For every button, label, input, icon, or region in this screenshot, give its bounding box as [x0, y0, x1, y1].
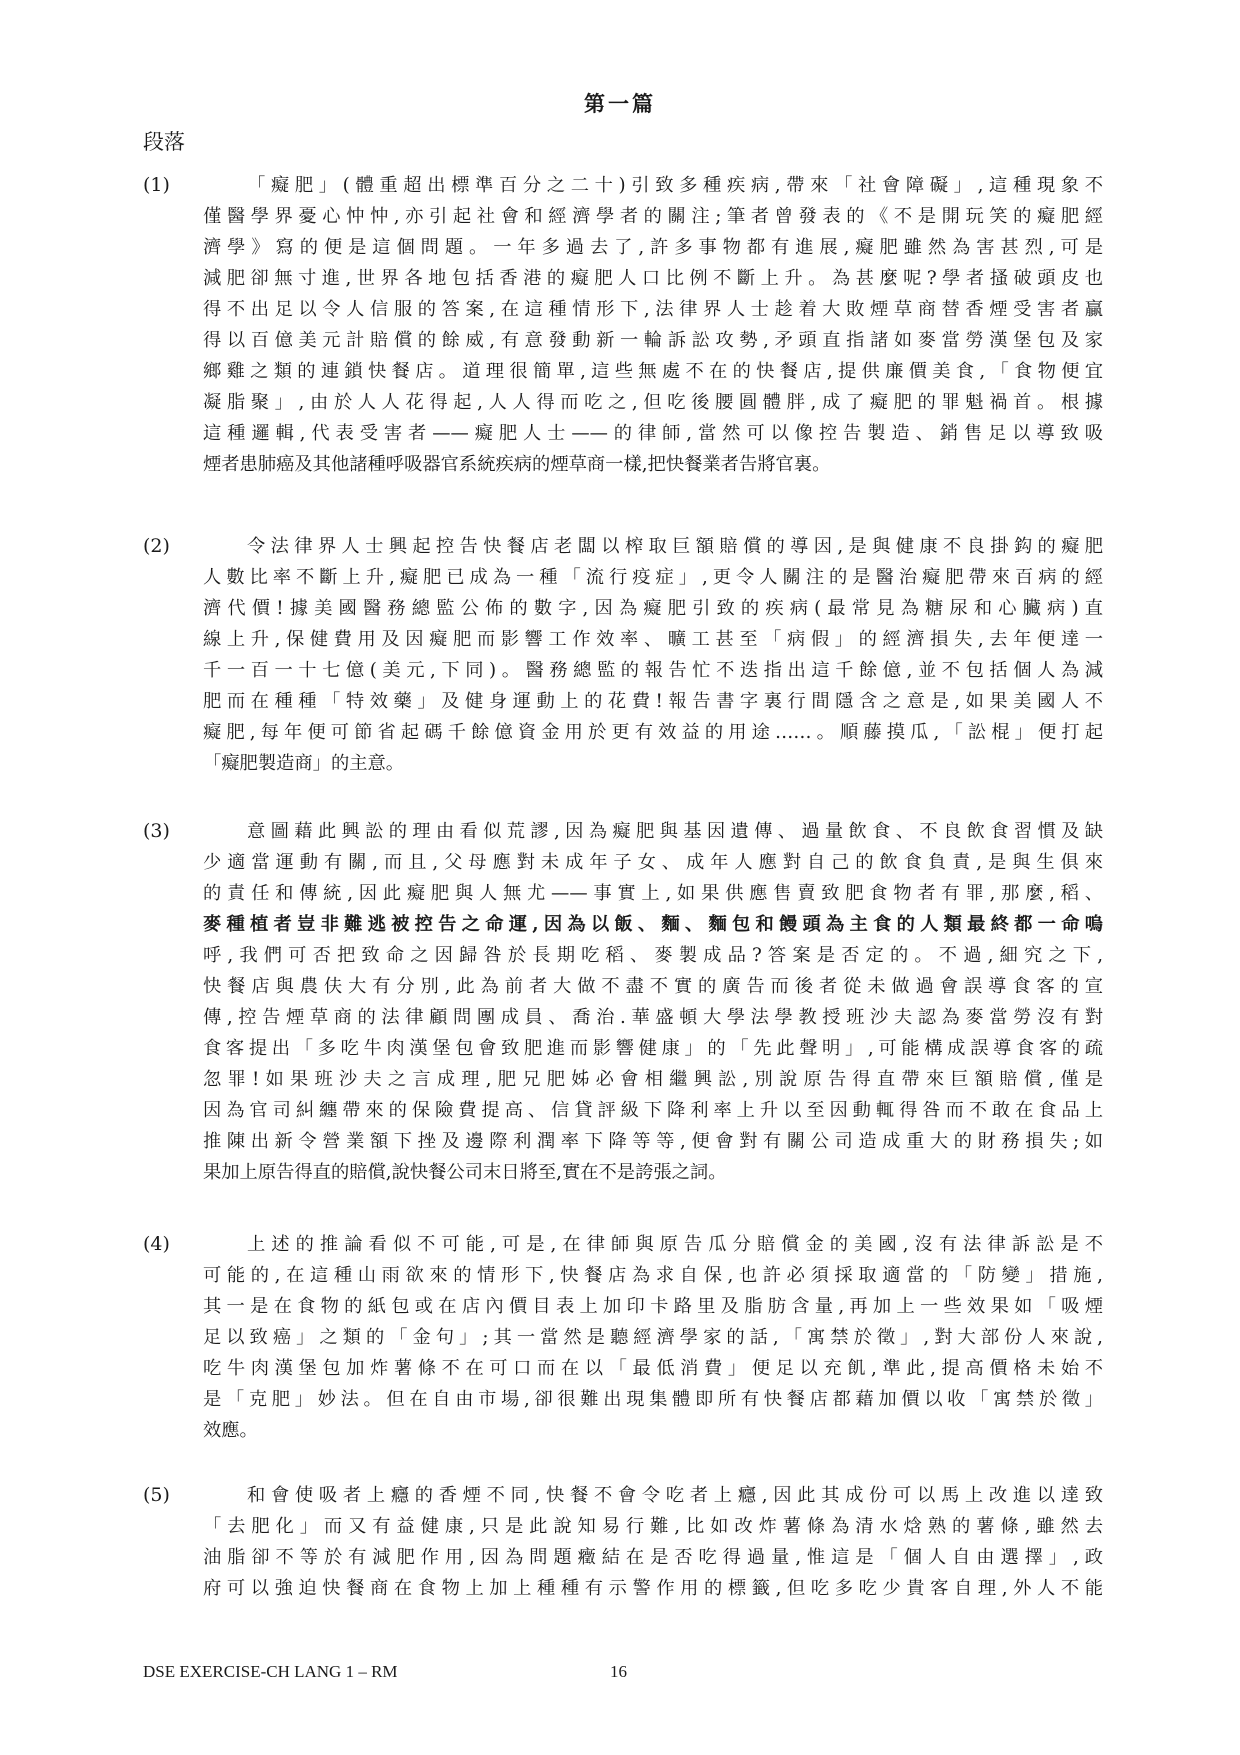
text-line: 上述的推論看似不可能,可是,在律師與原告瓜分賠償金的美國,沒有法律訴訟是不	[247, 1234, 1103, 1255]
text-line: 果加上原告得直的賠償,說快餐公司末日將至,實在不是誇張之詞。	[203, 1162, 727, 1183]
text-line: 千一百一十七億(美元,下同)。醫務總監的報告忙不迭指出這千餘億,並不包括個人為減	[203, 660, 1103, 681]
text-line: 食客提出「多吃牛肉漢堡包會致肥進而影響健康」的「先此聲明」,可能構成誤導食客的疏	[203, 1038, 1103, 1059]
text-line: 是「克肥」妙法。但在自由市場,卻很難出現集體即所有快餐店都藉加價以收「寓禁於徵」	[203, 1389, 1103, 1410]
text-line: 效應。	[203, 1420, 258, 1441]
text-line: 可能的,在這種山雨欲來的情形下,快餐店為求自保,也許必須採取適當的「防變」措施,	[203, 1265, 1103, 1286]
text-line: 油脂卻不等於有減肥作用,因為問題癥結在是否吃得過量,惟這是「個人自由選擇」,政	[203, 1547, 1103, 1568]
text-line: 推陳出新令營業額下挫及邊際利潤率下降等等,便會對有關公司造成重大的財務損失;如	[203, 1131, 1103, 1152]
text-line: 肥而在種種「特效藥」及健身運動上的花費!報告書字裏行間隱含之意是,如果美國人不	[203, 691, 1103, 712]
text-line: 癡肥,每年便可節省起碼千餘億資金用於更有效益的用途……。順藤摸瓜,「訟棍」便打起	[203, 722, 1103, 743]
text-line: 和會使吸者上癮的香煙不同,快餐不會令吃者上癮,因此其成份可以馬上改進以達致	[247, 1485, 1103, 1506]
paragraph-text	[203, 1229, 1103, 1446]
text-line: 吃牛肉漢堡包加炸薯條不在可口而在以「最低消費」便足以充飢,準此,提高價格未始不	[203, 1358, 1103, 1379]
text-line: 忽罪!如果班沙夫之言成理,肥兄肥姊必會相繼興訟,別說原告得直帶來巨額賠償,僅是	[203, 1069, 1103, 1090]
text-line: 凝脂聚」,由於人人花得起,人人得而吃之,但吃後腰圓體胖,成了癡肥的罪魁禍首。根據	[203, 392, 1103, 413]
paragraph-text	[203, 170, 1103, 480]
paragraph-number: (3)	[143, 820, 170, 842]
paragraph-number: (5)	[143, 1484, 170, 1506]
text-line: 足以致癌」之類的「金句」;其一當然是聽經濟學家的話,「寓禁於徵」,對大部份人來說,	[203, 1327, 1103, 1348]
text-line: 鄉雞之類的連鎖快餐店。道理很簡單,這些無處不在的快餐店,提供廉價美食,「食物便宜	[203, 361, 1103, 382]
text-line: 意圖藉此興訟的理由看似荒謬,因為癡肥與基因遺傳、過量飲食、不良飲食習慣及缺	[247, 821, 1103, 842]
text-line: 傳,控告煙草商的法律顧問團成員、喬治.華盛頓大學法學教授班沙夫認為麥當勞沒有對	[203, 1007, 1103, 1028]
text-line: 快餐店與農伕大有分別,此為前者大做不盡不實的廣告而後者從未做過會誤導食客的宣	[203, 976, 1103, 997]
paragraph-text	[203, 1480, 1103, 1604]
text-line: 線上升,保健費用及因癡肥而影響工作效率、曠工甚至「病假」的經濟損失,去年便達一	[203, 629, 1103, 650]
text-line: 濟代價!據美國醫務總監公佈的數字,因為癡肥引致的疾病(最常見為糖尿和心臟病)直	[203, 598, 1103, 619]
paragraph-text	[203, 816, 1103, 1188]
text-line: 的責任和傳統,因此癡肥與人無尤——事實上,如果供應售賣致肥食物者有罪,那麼,稻、	[203, 883, 1103, 904]
text-line: 濟學》寫的便是這個問題。一年多過去了,許多事物都有進展,癡肥雖然為害甚烈,可是	[203, 237, 1103, 258]
page-number: 16	[610, 1662, 627, 1681]
footer-exam-code: DSE EXERCISE-CH LANG 1 – RM	[143, 1662, 398, 1681]
text-line: 令法律界人士興起控告快餐店老闆以榨取巨額賠償的導因,是與健康不良掛鈎的癡肥	[247, 536, 1103, 557]
text-line: 府可以強迫快餐商在食物上加上種種有示警作用的標籤,但吃多吃少貴客自理,外人不能	[203, 1578, 1103, 1599]
text-line: 僅醫學界憂心忡忡,亦引起社會和經濟學者的關注;筆者曾發表的《不是開玩笑的癡肥經	[203, 206, 1103, 227]
paragraph-column-label: 段落	[143, 130, 185, 154]
text-line: 麥種植者豈非難逃被控告之命運,因為以飯、麵、麵包和饅頭為主食的人類最終都一命嗚	[203, 914, 1103, 935]
text-line: 少適當運動有關,而且,父母應對未成年子女、成年人應對自己的飲食負責,是與生俱來	[203, 852, 1103, 873]
paragraph-text	[203, 531, 1103, 779]
text-line: 得以百億美元計賠償的餘威,有意發動新一輪訴訟攻勢,矛頭直指諸如麥當勞漢堡包及家	[203, 330, 1103, 351]
text-line: 這種邏輯,代表受害者——癡肥人士——的律師,當然可以像控告製造、銷售足以導致吸	[203, 423, 1103, 444]
text-line: 其一是在食物的紙包或在店內價目表上加印卡路里及脂肪含量,再加上一些效果如「吸煙	[203, 1296, 1103, 1317]
text-line: 減肥卻無寸進,世界各地包括香港的癡肥人口比例不斷上升。為甚麼呢?學者搔破頭皮也	[203, 268, 1103, 289]
paragraph-number: (4)	[143, 1233, 170, 1255]
text-line: 「癡肥」(體重超出標準百分之二十)引致多種疾病,帶來「社會障礙」,這種現象不	[247, 175, 1103, 196]
text-line: 煙者患肺癌及其他諸種呼吸器官系統疾病的煙草商一樣,把快餐業者告將官裏。	[203, 454, 831, 475]
text-line: 「癡肥製造商」的主意。	[203, 753, 405, 774]
paragraph-number: (2)	[143, 535, 170, 557]
text-line: 人數比率不斷上升,癡肥已成為一種「流行疫症」,更令人關注的是醫治癡肥帶來百病的經	[203, 567, 1103, 588]
paragraph-number: (1)	[143, 174, 170, 196]
text-line: 「去肥化」而又有益健康,只是此說知易行難,比如改炸薯條為清水焓熟的薯條,雖然去	[203, 1516, 1103, 1537]
text-line: 因為官司糾纏帶來的保險費提高、信貸評級下降利率上升以至因動輒得咎而不敢在食品上	[203, 1100, 1103, 1121]
text-line: 得不出足以令人信服的答案,在這種情形下,法律界人士趁着大敗煙草商替香煙受害者贏	[203, 299, 1103, 320]
text-line: 呼,我們可否把致命之因歸咎於長期吃稻、麥製成品?答案是否定的。不過,細究之下,	[203, 945, 1103, 966]
page-title: 第一篇	[584, 91, 656, 116]
